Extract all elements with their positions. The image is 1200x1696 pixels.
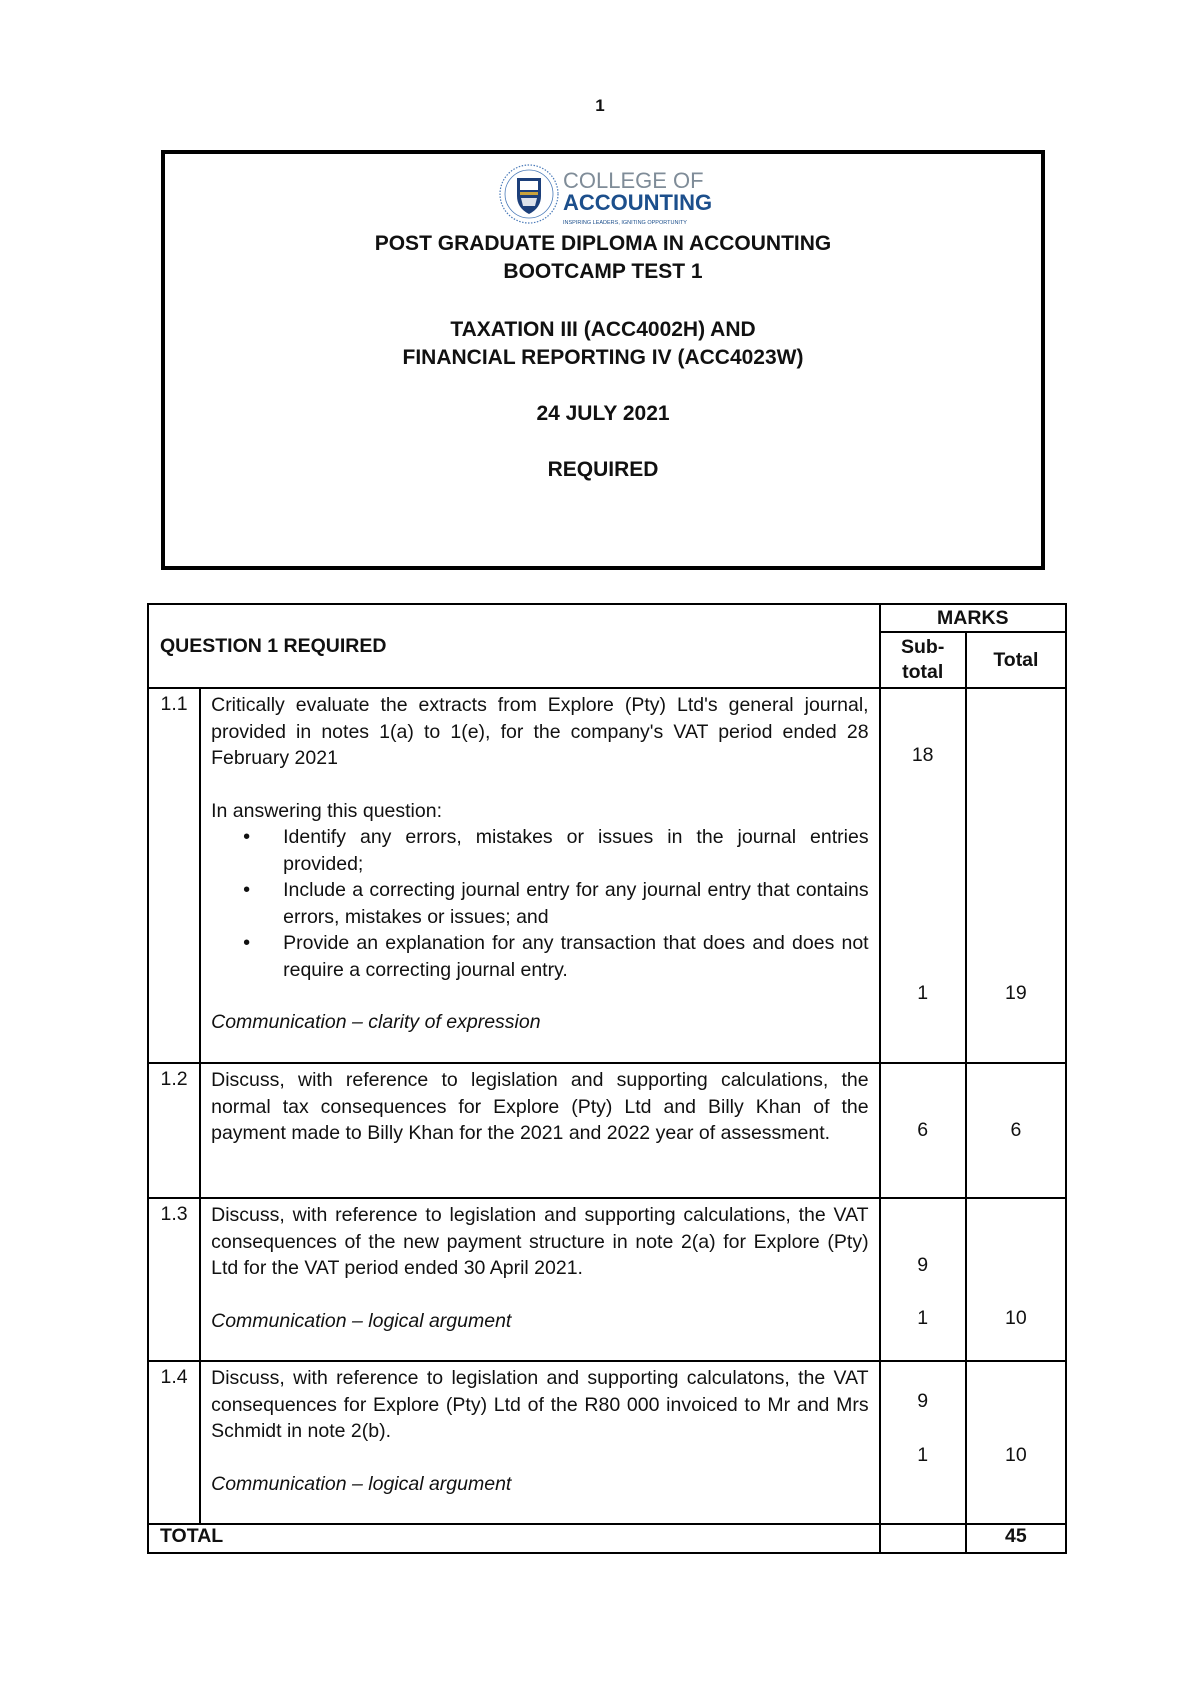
question-text: Discuss, with reference to legislation and supporting calculations, the VAT consequences of the new payment structure in note 2(a) for Explore (Pty) Ltd for the VAT period ended 30 April 2021. Communication – logical argument	[200, 1198, 879, 1361]
total-mark: 19	[1005, 982, 1027, 1004]
total-cell	[966, 1063, 1066, 1198]
subtotal-cell	[880, 1198, 966, 1361]
communication-note: Communication – logical argument	[211, 1472, 512, 1495]
communication-note: Communication – logical argument	[211, 1309, 512, 1332]
logo-line2: ACCOUNTING	[563, 190, 713, 215]
course-line-2: FINANCIAL REPORTING IV (ACC4023W)	[402, 346, 804, 369]
marks-heading: MARKS	[880, 604, 1066, 632]
question-text: Discuss, with reference to legislation and supporting calculations, the normal tax consequences for Explore (Pty) Ltd and Billy Khan of the payment made to Billy Khan for the 2021 and 2022 year of assessment.	[200, 1063, 879, 1198]
total-mark: 6	[1010, 1119, 1022, 1141]
test-title: BOOTCAMP TEST 1	[503, 260, 703, 283]
total-cell	[966, 688, 1066, 1063]
course-line-1: TAXATION III (ACC4002H) AND	[450, 318, 756, 341]
crest-icon	[500, 165, 558, 223]
total-subtotal-empty	[880, 1524, 966, 1553]
table-row	[148, 688, 1066, 1063]
page-number: 1	[595, 96, 605, 115]
logo-tagline: INSPIRING LEADERS, IGNITING OPPORTUNITY	[563, 220, 687, 226]
section-title: REQUIRED	[547, 458, 659, 481]
subtotal-mark: 1	[917, 1307, 929, 1329]
subtotal-mark: 18	[911, 744, 934, 766]
cover-box	[161, 150, 1045, 570]
question-text: Critically evaluate the extracts from Explore (Pty) Ltd's general journal, provided in notes 1(a) to 1(e), for the company's VAT period ended 28 February 2021 In answering this question: • Identify any errors, mistakes or issues in the journal entries provided; • Include a correcting journal entry for any journal entry that contains errors, mistakes or issues; and • Provide an explanation for any transaction that does and does not require a correcting journal entry. Communication – clarity of expression	[200, 688, 879, 1063]
question-heading: QUESTION 1 REQUIRED	[148, 604, 880, 688]
required-table	[147, 603, 1067, 1554]
question-number: 1.2	[148, 1063, 200, 1198]
total-mark: 10	[1005, 1307, 1027, 1329]
subtotal-mark: 9	[917, 1254, 929, 1276]
total-row	[148, 1524, 1066, 1553]
grand-total: 45	[966, 1524, 1066, 1553]
subtotal-heading: Sub- total	[880, 632, 966, 688]
question-number: 1.4	[148, 1361, 200, 1524]
list-item: • Provide an explanation for any transaction that does and does not require a correcting journal entry.	[283, 930, 868, 983]
total-cell	[966, 1361, 1066, 1524]
subtotal-mark: 1	[917, 982, 929, 1004]
total-heading: Total	[966, 632, 1066, 688]
exam-date: 24 JULY 2021	[536, 402, 670, 425]
subtotal-mark: 6	[917, 1119, 929, 1141]
table-row	[148, 1063, 1066, 1198]
list-item: • Include a correcting journal entry for any journal entry that contains errors, mistakes or issues; and	[283, 877, 868, 930]
college-of-accounting-logo	[499, 162, 725, 230]
question-number: 1.3	[148, 1198, 200, 1361]
question-number: 1.1	[148, 688, 200, 1063]
subtotal-mark: 1	[917, 1444, 929, 1466]
total-cell	[966, 1198, 1066, 1361]
subtotal-cell	[880, 688, 966, 1063]
total-label: TOTAL	[148, 1524, 880, 1553]
list-item: • Identify any errors, mistakes or issues in the journal entries provided;	[283, 824, 868, 877]
total-mark: 10	[1005, 1444, 1027, 1466]
communication-note: Communication – clarity of expression	[211, 1011, 541, 1033]
table-row	[148, 1198, 1066, 1361]
subtotal-cell	[880, 1361, 966, 1524]
cover-title-block	[165, 230, 1041, 484]
logo-line1: COLLEGE OF	[563, 168, 704, 193]
question-text: Discuss, with reference to legislation and supporting calculatons, the VAT consequences for Explore (Pty) Ltd of the R80 000 invoiced to Mr and Mrs Schmidt in note 2(b). Communication – logical argument	[200, 1361, 879, 1524]
program-title: POST GRADUATE DIPLOMA IN ACCOUNTING	[374, 232, 832, 255]
subtotal-mark: 9	[917, 1390, 929, 1412]
subtotal-cell	[880, 1063, 966, 1198]
instruction-list	[211, 824, 868, 983]
table-row	[148, 1361, 1066, 1524]
